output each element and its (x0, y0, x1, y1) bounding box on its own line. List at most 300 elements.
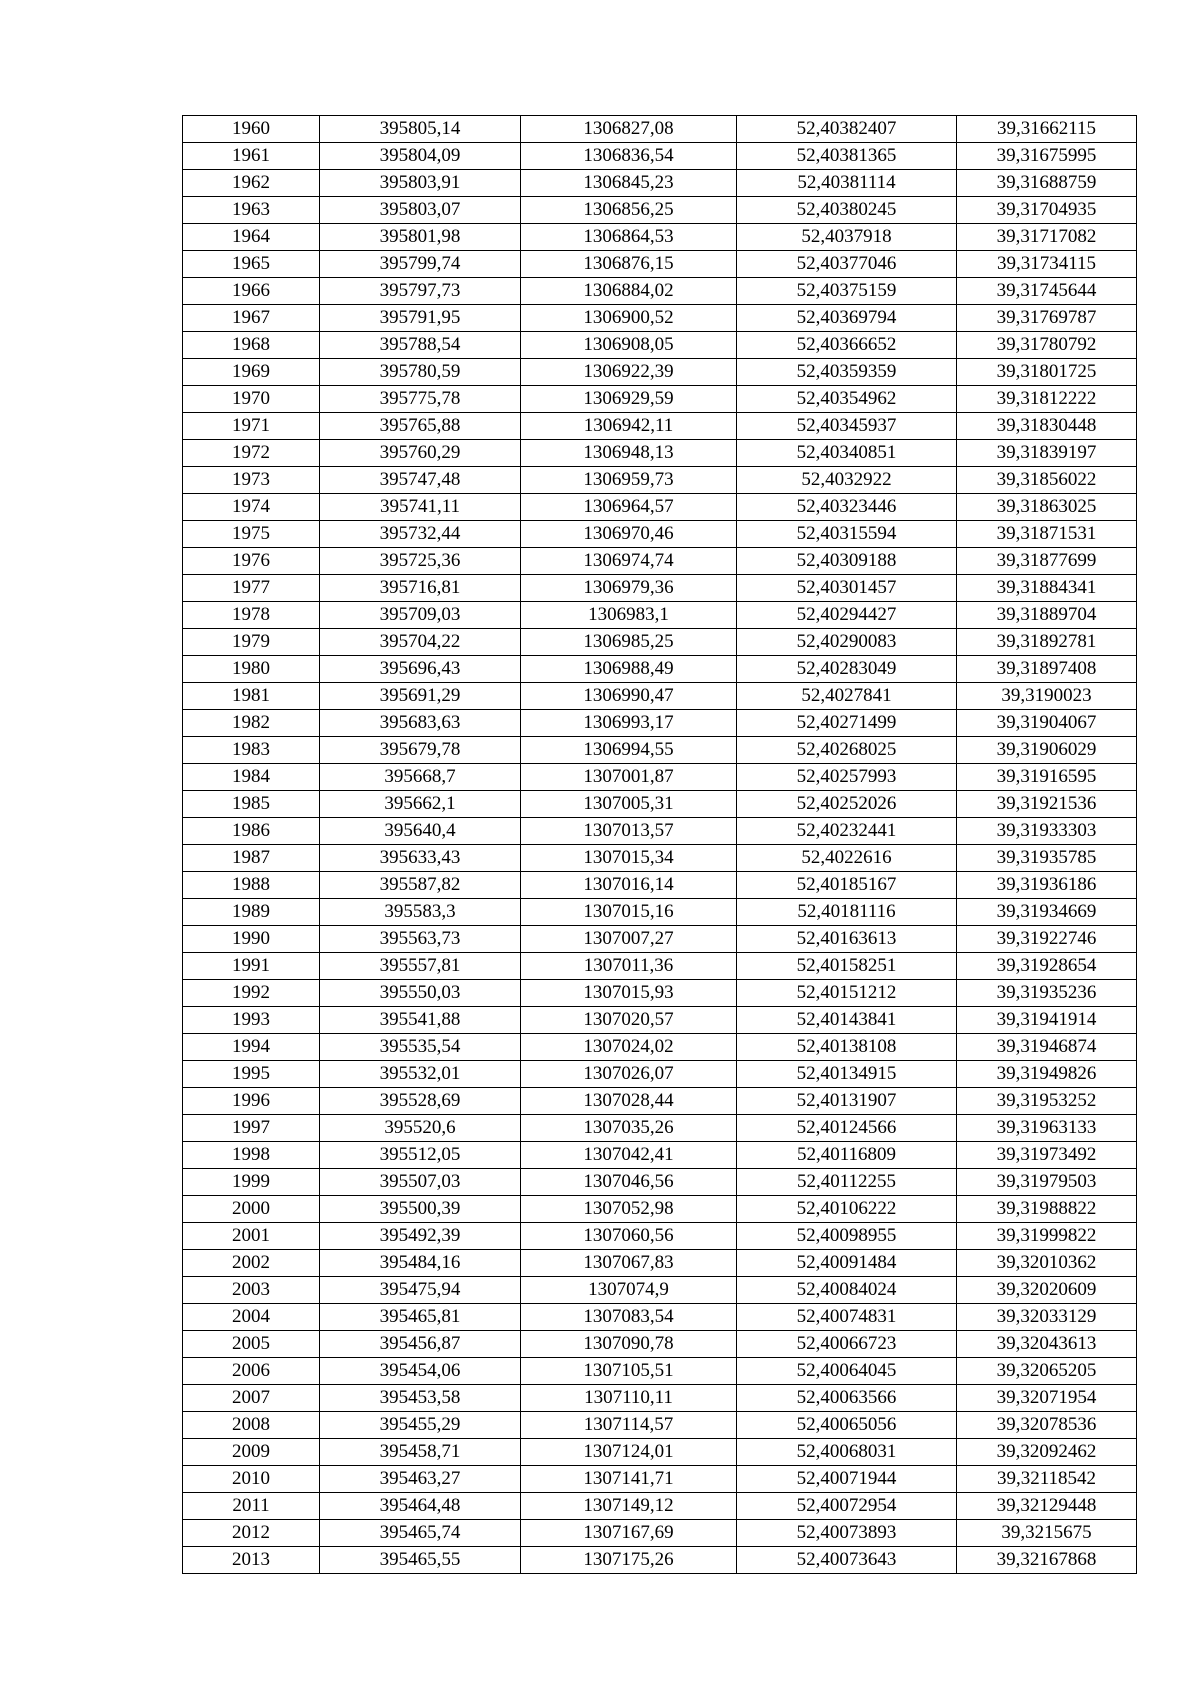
y-coordinate-cell: 1306864,53 (521, 224, 737, 251)
latitude-cell: 52,4032922 (737, 467, 957, 494)
table-row (183, 1439, 1137, 1466)
table-row (183, 143, 1137, 170)
x-coordinate-cell: 395583,3 (320, 899, 521, 926)
latitude-cell: 52,40380245 (737, 197, 957, 224)
y-coordinate-cell: 1307074,9 (521, 1277, 737, 1304)
y-coordinate-cell: 1307124,01 (521, 1439, 737, 1466)
table-row (183, 1196, 1137, 1223)
x-coordinate-cell: 395507,03 (320, 1169, 521, 1196)
latitude-cell: 52,40381114 (737, 170, 957, 197)
latitude-cell: 52,40354962 (737, 386, 957, 413)
y-coordinate-cell: 1307013,57 (521, 818, 737, 845)
y-coordinate-cell: 1306990,47 (521, 683, 737, 710)
table-row (183, 170, 1137, 197)
latitude-cell: 52,40345937 (737, 413, 957, 440)
y-coordinate-cell: 1306985,25 (521, 629, 737, 656)
longitude-cell: 39,32078536 (957, 1412, 1137, 1439)
longitude-cell: 39,31745644 (957, 278, 1137, 305)
point-number-cell: 2013 (183, 1547, 320, 1574)
point-number-cell: 1985 (183, 791, 320, 818)
longitude-cell: 39,31863025 (957, 494, 1137, 521)
x-coordinate-cell: 395520,6 (320, 1115, 521, 1142)
y-coordinate-cell: 1307090,78 (521, 1331, 737, 1358)
x-coordinate-cell: 395587,82 (320, 872, 521, 899)
longitude-cell: 39,31892781 (957, 629, 1137, 656)
x-coordinate-cell: 395765,88 (320, 413, 521, 440)
longitude-cell: 39,31941914 (957, 1007, 1137, 1034)
longitude-cell: 39,31922746 (957, 926, 1137, 953)
table-row (183, 1115, 1137, 1142)
latitude-cell: 52,40309188 (737, 548, 957, 575)
latitude-cell: 52,40073893 (737, 1520, 957, 1547)
table-row (183, 845, 1137, 872)
table-row (183, 1088, 1137, 1115)
x-coordinate-cell: 395704,22 (320, 629, 521, 656)
point-number-cell: 1962 (183, 170, 320, 197)
latitude-cell: 52,40112255 (737, 1169, 957, 1196)
table-row (183, 926, 1137, 953)
y-coordinate-cell: 1307020,57 (521, 1007, 737, 1034)
x-coordinate-cell: 395797,73 (320, 278, 521, 305)
table-row (183, 737, 1137, 764)
point-number-cell: 1998 (183, 1142, 320, 1169)
longitude-cell: 39,31904067 (957, 710, 1137, 737)
longitude-cell: 39,31973492 (957, 1142, 1137, 1169)
longitude-cell: 39,32129448 (957, 1493, 1137, 1520)
longitude-cell: 39,31856022 (957, 467, 1137, 494)
x-coordinate-cell: 395679,78 (320, 737, 521, 764)
point-number-cell: 1996 (183, 1088, 320, 1115)
point-number-cell: 2005 (183, 1331, 320, 1358)
coordinates-table (182, 115, 1137, 1574)
point-number-cell: 2002 (183, 1250, 320, 1277)
y-coordinate-cell: 1306856,25 (521, 197, 737, 224)
latitude-cell: 52,40382407 (737, 116, 957, 143)
x-coordinate-cell: 395528,69 (320, 1088, 521, 1115)
y-coordinate-cell: 1307015,93 (521, 980, 737, 1007)
latitude-cell: 52,40065056 (737, 1412, 957, 1439)
x-coordinate-cell: 395725,36 (320, 548, 521, 575)
latitude-cell: 52,40091484 (737, 1250, 957, 1277)
y-coordinate-cell: 1307024,02 (521, 1034, 737, 1061)
point-number-cell: 2003 (183, 1277, 320, 1304)
y-coordinate-cell: 1306876,15 (521, 251, 737, 278)
point-number-cell: 1989 (183, 899, 320, 926)
table-row (183, 1007, 1137, 1034)
point-number-cell: 1990 (183, 926, 320, 953)
x-coordinate-cell: 395465,55 (320, 1547, 521, 1574)
point-number-cell: 1993 (183, 1007, 320, 1034)
longitude-cell: 39,32092462 (957, 1439, 1137, 1466)
table-row (183, 359, 1137, 386)
x-coordinate-cell: 395668,7 (320, 764, 521, 791)
table-row (183, 1466, 1137, 1493)
table-row (183, 1331, 1137, 1358)
latitude-cell: 52,40257993 (737, 764, 957, 791)
longitude-cell: 39,31897408 (957, 656, 1137, 683)
x-coordinate-cell: 395805,14 (320, 116, 521, 143)
longitude-cell: 39,31769787 (957, 305, 1137, 332)
latitude-cell: 52,40116809 (737, 1142, 957, 1169)
x-coordinate-cell: 395456,87 (320, 1331, 521, 1358)
latitude-cell: 52,40063566 (737, 1385, 957, 1412)
table-row (183, 413, 1137, 440)
x-coordinate-cell: 395541,88 (320, 1007, 521, 1034)
point-number-cell: 1988 (183, 872, 320, 899)
y-coordinate-cell: 1307114,57 (521, 1412, 737, 1439)
longitude-cell: 39,31953252 (957, 1088, 1137, 1115)
point-number-cell: 1972 (183, 440, 320, 467)
table-row (183, 224, 1137, 251)
table-row (183, 656, 1137, 683)
table-row (183, 791, 1137, 818)
x-coordinate-cell: 395453,58 (320, 1385, 521, 1412)
latitude-cell: 52,40066723 (737, 1331, 957, 1358)
point-number-cell: 1973 (183, 467, 320, 494)
latitude-cell: 52,40315594 (737, 521, 957, 548)
table-row (183, 1034, 1137, 1061)
y-coordinate-cell: 1307046,56 (521, 1169, 737, 1196)
longitude-cell: 39,31933303 (957, 818, 1137, 845)
x-coordinate-cell: 395791,95 (320, 305, 521, 332)
table-row (183, 1547, 1137, 1574)
point-number-cell: 1975 (183, 521, 320, 548)
x-coordinate-cell: 395799,74 (320, 251, 521, 278)
table-row (183, 1358, 1137, 1385)
table-row (183, 872, 1137, 899)
point-number-cell: 1992 (183, 980, 320, 1007)
latitude-cell: 52,40143841 (737, 1007, 957, 1034)
y-coordinate-cell: 1307052,98 (521, 1196, 737, 1223)
longitude-cell: 39,31949826 (957, 1061, 1137, 1088)
y-coordinate-cell: 1307028,44 (521, 1088, 737, 1115)
longitude-cell: 39,32010362 (957, 1250, 1137, 1277)
longitude-cell: 39,31704935 (957, 197, 1137, 224)
table-row (183, 521, 1137, 548)
longitude-cell: 39,31999822 (957, 1223, 1137, 1250)
table-row (183, 764, 1137, 791)
x-coordinate-cell: 395716,81 (320, 575, 521, 602)
x-coordinate-cell: 395465,74 (320, 1520, 521, 1547)
point-number-cell: 2000 (183, 1196, 320, 1223)
coordinates-table-body (183, 116, 1137, 1574)
table-row (183, 440, 1137, 467)
y-coordinate-cell: 1306994,55 (521, 737, 737, 764)
latitude-cell: 52,40359359 (737, 359, 957, 386)
longitude-cell: 39,3190023 (957, 683, 1137, 710)
y-coordinate-cell: 1307011,36 (521, 953, 737, 980)
point-number-cell: 2010 (183, 1466, 320, 1493)
table-row (183, 1520, 1137, 1547)
table-row (183, 1169, 1137, 1196)
longitude-cell: 39,32071954 (957, 1385, 1137, 1412)
point-number-cell: 1960 (183, 116, 320, 143)
y-coordinate-cell: 1307149,12 (521, 1493, 737, 1520)
y-coordinate-cell: 1307105,51 (521, 1358, 737, 1385)
x-coordinate-cell: 395455,29 (320, 1412, 521, 1439)
x-coordinate-cell: 395550,03 (320, 980, 521, 1007)
longitude-cell: 39,32020609 (957, 1277, 1137, 1304)
y-coordinate-cell: 1307001,87 (521, 764, 737, 791)
longitude-cell: 39,31839197 (957, 440, 1137, 467)
x-coordinate-cell: 395691,29 (320, 683, 521, 710)
table-row (183, 548, 1137, 575)
x-coordinate-cell: 395741,11 (320, 494, 521, 521)
longitude-cell: 39,32065205 (957, 1358, 1137, 1385)
x-coordinate-cell: 395801,98 (320, 224, 521, 251)
latitude-cell: 52,40369794 (737, 305, 957, 332)
latitude-cell: 52,40098955 (737, 1223, 957, 1250)
y-coordinate-cell: 1307042,41 (521, 1142, 737, 1169)
latitude-cell: 52,40064045 (737, 1358, 957, 1385)
latitude-cell: 52,40381365 (737, 143, 957, 170)
y-coordinate-cell: 1306922,39 (521, 359, 737, 386)
latitude-cell: 52,40084024 (737, 1277, 957, 1304)
longitude-cell: 39,31662115 (957, 116, 1137, 143)
y-coordinate-cell: 1307016,14 (521, 872, 737, 899)
point-number-cell: 1982 (183, 710, 320, 737)
latitude-cell: 52,40301457 (737, 575, 957, 602)
y-coordinate-cell: 1307005,31 (521, 791, 737, 818)
y-coordinate-cell: 1306948,13 (521, 440, 737, 467)
longitude-cell: 39,3215675 (957, 1520, 1137, 1547)
table-row (183, 1493, 1137, 1520)
table-row (183, 602, 1137, 629)
table-row (183, 818, 1137, 845)
longitude-cell: 39,31780792 (957, 332, 1137, 359)
table-row (183, 710, 1137, 737)
point-number-cell: 1997 (183, 1115, 320, 1142)
x-coordinate-cell: 395454,06 (320, 1358, 521, 1385)
y-coordinate-cell: 1306942,11 (521, 413, 737, 440)
longitude-cell: 39,31717082 (957, 224, 1137, 251)
latitude-cell: 52,40283049 (737, 656, 957, 683)
y-coordinate-cell: 1306827,08 (521, 116, 737, 143)
table-row (183, 575, 1137, 602)
longitude-cell: 39,31812222 (957, 386, 1137, 413)
y-coordinate-cell: 1307175,26 (521, 1547, 737, 1574)
y-coordinate-cell: 1307026,07 (521, 1061, 737, 1088)
y-coordinate-cell: 1307141,71 (521, 1466, 737, 1493)
point-number-cell: 2004 (183, 1304, 320, 1331)
table-row (183, 494, 1137, 521)
point-number-cell: 1995 (183, 1061, 320, 1088)
y-coordinate-cell: 1306993,17 (521, 710, 737, 737)
y-coordinate-cell: 1307067,83 (521, 1250, 737, 1277)
table-row (183, 1061, 1137, 1088)
table-row (183, 386, 1137, 413)
x-coordinate-cell: 395788,54 (320, 332, 521, 359)
point-number-cell: 1976 (183, 548, 320, 575)
point-number-cell: 1978 (183, 602, 320, 629)
x-coordinate-cell: 395696,43 (320, 656, 521, 683)
y-coordinate-cell: 1306979,36 (521, 575, 737, 602)
point-number-cell: 1968 (183, 332, 320, 359)
latitude-cell: 52,40181116 (737, 899, 957, 926)
latitude-cell: 52,4022616 (737, 845, 957, 872)
longitude-cell: 39,31935236 (957, 980, 1137, 1007)
point-number-cell: 1974 (183, 494, 320, 521)
latitude-cell: 52,40294427 (737, 602, 957, 629)
x-coordinate-cell: 395662,1 (320, 791, 521, 818)
latitude-cell: 52,40290083 (737, 629, 957, 656)
table-row (183, 305, 1137, 332)
point-number-cell: 1977 (183, 575, 320, 602)
x-coordinate-cell: 395633,43 (320, 845, 521, 872)
y-coordinate-cell: 1307060,56 (521, 1223, 737, 1250)
latitude-cell: 52,40375159 (737, 278, 957, 305)
point-number-cell: 1963 (183, 197, 320, 224)
y-coordinate-cell: 1307035,26 (521, 1115, 737, 1142)
point-number-cell: 1970 (183, 386, 320, 413)
latitude-cell: 52,4037918 (737, 224, 957, 251)
longitude-cell: 39,31928654 (957, 953, 1137, 980)
longitude-cell: 39,32043613 (957, 1331, 1137, 1358)
x-coordinate-cell: 395775,78 (320, 386, 521, 413)
latitude-cell: 52,40106222 (737, 1196, 957, 1223)
x-coordinate-cell: 395463,27 (320, 1466, 521, 1493)
x-coordinate-cell: 395458,71 (320, 1439, 521, 1466)
longitude-cell: 39,31935785 (957, 845, 1137, 872)
longitude-cell: 39,31830448 (957, 413, 1137, 440)
longitude-cell: 39,31889704 (957, 602, 1137, 629)
longitude-cell: 39,31936186 (957, 872, 1137, 899)
x-coordinate-cell: 395464,48 (320, 1493, 521, 1520)
longitude-cell: 39,31675995 (957, 143, 1137, 170)
latitude-cell: 52,40151212 (737, 980, 957, 1007)
y-coordinate-cell: 1306983,1 (521, 602, 737, 629)
latitude-cell: 52,40072954 (737, 1493, 957, 1520)
point-number-cell: 2001 (183, 1223, 320, 1250)
y-coordinate-cell: 1307007,27 (521, 926, 737, 953)
x-coordinate-cell: 395732,44 (320, 521, 521, 548)
x-coordinate-cell: 395760,29 (320, 440, 521, 467)
point-number-cell: 1986 (183, 818, 320, 845)
latitude-cell: 52,40340851 (737, 440, 957, 467)
table-row (183, 953, 1137, 980)
longitude-cell: 39,31921536 (957, 791, 1137, 818)
point-number-cell: 1971 (183, 413, 320, 440)
longitude-cell: 39,31934669 (957, 899, 1137, 926)
x-coordinate-cell: 395804,09 (320, 143, 521, 170)
longitude-cell: 39,32033129 (957, 1304, 1137, 1331)
point-number-cell: 1987 (183, 845, 320, 872)
point-number-cell: 1966 (183, 278, 320, 305)
latitude-cell: 52,40268025 (737, 737, 957, 764)
latitude-cell: 52,40158251 (737, 953, 957, 980)
longitude-cell: 39,31979503 (957, 1169, 1137, 1196)
point-number-cell: 1965 (183, 251, 320, 278)
x-coordinate-cell: 395492,39 (320, 1223, 521, 1250)
x-coordinate-cell: 395563,73 (320, 926, 521, 953)
longitude-cell: 39,31988822 (957, 1196, 1137, 1223)
x-coordinate-cell: 395535,54 (320, 1034, 521, 1061)
latitude-cell: 52,40232441 (737, 818, 957, 845)
point-number-cell: 2007 (183, 1385, 320, 1412)
table-row (183, 980, 1137, 1007)
longitude-cell: 39,31963133 (957, 1115, 1137, 1142)
point-number-cell: 2006 (183, 1358, 320, 1385)
y-coordinate-cell: 1307015,34 (521, 845, 737, 872)
longitude-cell: 39,31906029 (957, 737, 1137, 764)
table-row (183, 116, 1137, 143)
x-coordinate-cell: 395803,91 (320, 170, 521, 197)
table-row (183, 629, 1137, 656)
table-row (183, 1250, 1137, 1277)
latitude-cell: 52,40185167 (737, 872, 957, 899)
point-number-cell: 1991 (183, 953, 320, 980)
latitude-cell: 52,40134915 (737, 1061, 957, 1088)
y-coordinate-cell: 1306929,59 (521, 386, 737, 413)
y-coordinate-cell: 1306959,73 (521, 467, 737, 494)
latitude-cell: 52,40271499 (737, 710, 957, 737)
x-coordinate-cell: 395557,81 (320, 953, 521, 980)
y-coordinate-cell: 1306900,52 (521, 305, 737, 332)
longitude-cell: 39,31946874 (957, 1034, 1137, 1061)
point-number-cell: 2011 (183, 1493, 320, 1520)
point-number-cell: 2012 (183, 1520, 320, 1547)
longitude-cell: 39,32167868 (957, 1547, 1137, 1574)
x-coordinate-cell: 395683,63 (320, 710, 521, 737)
y-coordinate-cell: 1306884,02 (521, 278, 737, 305)
longitude-cell: 39,31688759 (957, 170, 1137, 197)
latitude-cell: 52,40068031 (737, 1439, 957, 1466)
y-coordinate-cell: 1306988,49 (521, 656, 737, 683)
table-row (183, 899, 1137, 926)
point-number-cell: 1969 (183, 359, 320, 386)
y-coordinate-cell: 1306974,74 (521, 548, 737, 575)
table-row (183, 1412, 1137, 1439)
point-number-cell: 1984 (183, 764, 320, 791)
longitude-cell: 39,31916595 (957, 764, 1137, 791)
x-coordinate-cell: 395709,03 (320, 602, 521, 629)
latitude-cell: 52,40071944 (737, 1466, 957, 1493)
longitude-cell: 39,31801725 (957, 359, 1137, 386)
table-row (183, 197, 1137, 224)
latitude-cell: 52,40323446 (737, 494, 957, 521)
latitude-cell: 52,40124566 (737, 1115, 957, 1142)
table-row (183, 467, 1137, 494)
point-number-cell: 1999 (183, 1169, 320, 1196)
x-coordinate-cell: 395484,16 (320, 1250, 521, 1277)
latitude-cell: 52,4027841 (737, 683, 957, 710)
longitude-cell: 39,32118542 (957, 1466, 1137, 1493)
longitude-cell: 39,31734115 (957, 251, 1137, 278)
x-coordinate-cell: 395465,81 (320, 1304, 521, 1331)
table-row (183, 1385, 1137, 1412)
longitude-cell: 39,31877699 (957, 548, 1137, 575)
table-row (183, 1277, 1137, 1304)
y-coordinate-cell: 1306908,05 (521, 332, 737, 359)
y-coordinate-cell: 1307015,16 (521, 899, 737, 926)
table-row (183, 332, 1137, 359)
point-number-cell: 1979 (183, 629, 320, 656)
point-number-cell: 1967 (183, 305, 320, 332)
y-coordinate-cell: 1306836,54 (521, 143, 737, 170)
latitude-cell: 52,40252026 (737, 791, 957, 818)
point-number-cell: 1980 (183, 656, 320, 683)
x-coordinate-cell: 395512,05 (320, 1142, 521, 1169)
x-coordinate-cell: 395747,48 (320, 467, 521, 494)
point-number-cell: 1964 (183, 224, 320, 251)
point-number-cell: 1983 (183, 737, 320, 764)
latitude-cell: 52,40138108 (737, 1034, 957, 1061)
table-row (183, 683, 1137, 710)
x-coordinate-cell: 395532,01 (320, 1061, 521, 1088)
y-coordinate-cell: 1307083,54 (521, 1304, 737, 1331)
y-coordinate-cell: 1306970,46 (521, 521, 737, 548)
point-number-cell: 2009 (183, 1439, 320, 1466)
